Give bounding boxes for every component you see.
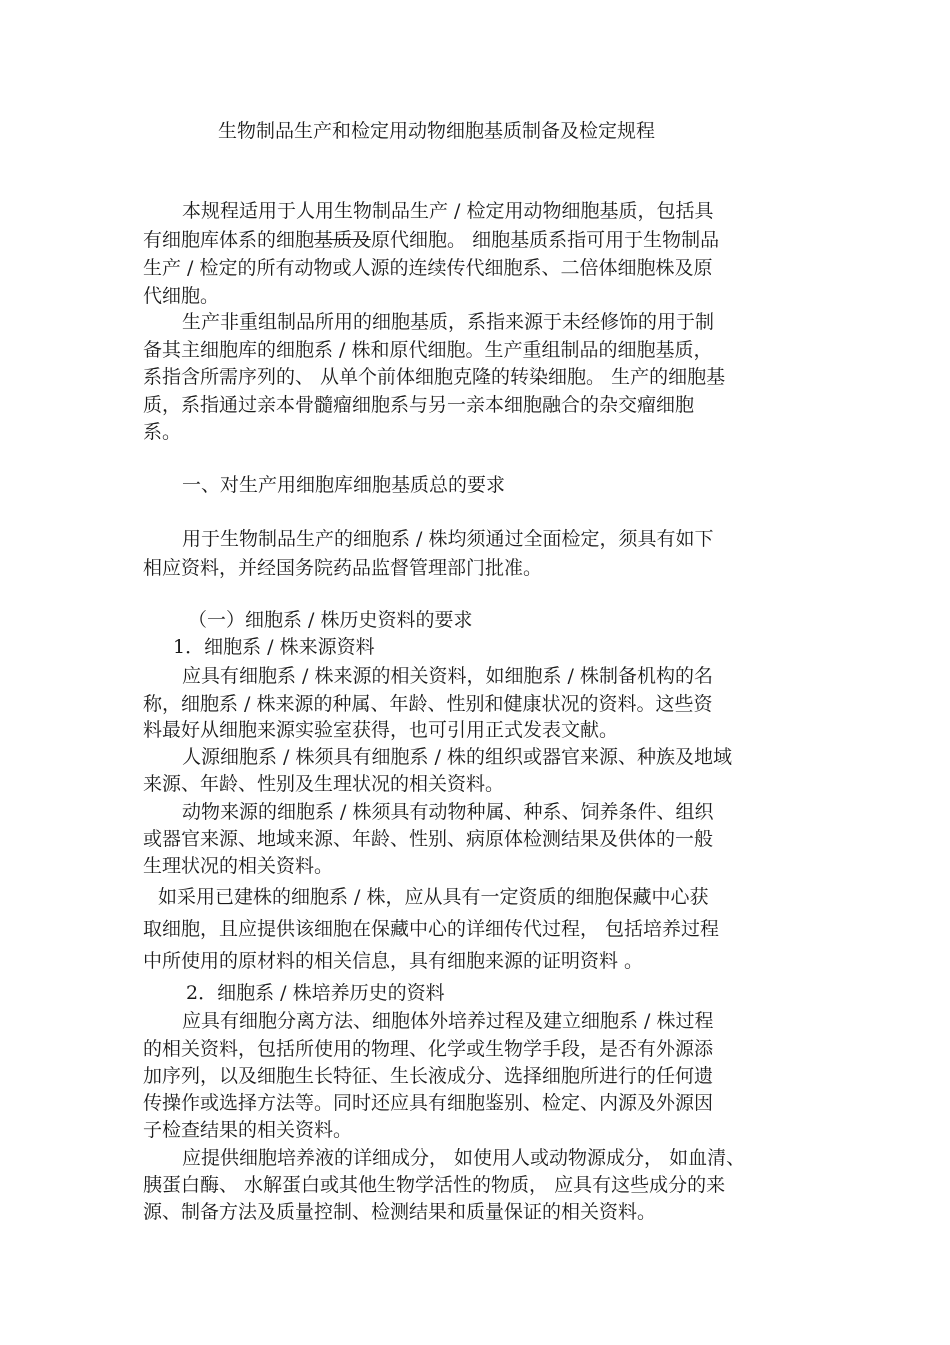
subsection-heading: （一）细胞系 / 株历史资料的要求 — [188, 609, 473, 631]
body-line: 代细胞。 — [143, 285, 220, 307]
body-line: 加序列，以及细胞生长特征、生长液成分、选择细胞所进行的任何遗 — [143, 1065, 714, 1087]
body-line: 应提供细胞培养液的详细成分， 如使用人或动物源成分， 如血清、 — [182, 1147, 746, 1169]
body-line: 应具有细胞分离方法、细胞体外培养过程及建立细胞系 / 株过程 — [182, 1010, 714, 1032]
item-heading: 1．细胞系 / 株来源资料 — [173, 636, 375, 658]
body-line: 质，系指通过亲本骨髓瘤细胞系与另一亲本细胞融合的杂交瘤细胞 — [143, 394, 695, 416]
body-line: 取细胞，且应提供该细胞在保藏中心的详细传代过程， 包括培养过程 — [143, 918, 720, 940]
body-line: 子检查结果的相关资料。 — [143, 1119, 353, 1141]
body-line: 生产 / 检定的所有动物或人源的连续传代细胞系、二倍体细胞株及原 — [143, 257, 713, 279]
body-line: 传操作或选择方法等。同时还应具有细胞鉴别、检定、内源及外源因 — [143, 1092, 714, 1114]
body-line: 人源细胞系 / 株须具有细胞系 / 株的组织或器官来源、种族及地域 — [182, 746, 732, 768]
body-line: 或器官来源、地域来源、年龄、性别、病原体检测结果及供体的一般 — [143, 828, 714, 850]
body-line: 生产非重组制品所用的细胞基质，系指来源于未经修饰的用于制 — [182, 311, 715, 333]
document-title: 生物制品生产和检定用动物细胞基质制备及检定规程 — [218, 120, 656, 142]
body-text: 有细胞库体系的细胞 — [143, 229, 315, 251]
body-line: 中所使用的原材料的相关信息，具有细胞来源的证明资料 。 — [143, 950, 644, 972]
body-text: 原代细胞。 细胞基质系指可用于生物制品 — [371, 229, 720, 251]
body-line: 系指含所需序列的、 从单个前体细胞克隆的转染细胞。 生产的细胞基 — [143, 366, 726, 388]
body-line: 生理状况的相关资料。 — [143, 855, 334, 877]
body-line: 胰蛋白酶、 水解蛋白或其他生物学活性的物质， 应具有这些成分的来 — [143, 1174, 726, 1196]
body-line — [143, 227, 719, 253]
body-line: 用于生物制品生产的细胞系 / 株均须通过全面检定，须具有如下 — [182, 528, 714, 550]
body-line: 备其主细胞库的细胞系 / 株和原代细胞。生产重组制品的细胞基质， — [143, 339, 713, 361]
body-line: 如采用已建株的细胞系 / 株，应从具有一定资质的细胞保藏中心获 — [158, 886, 709, 908]
body-line: 来源、年龄、性别及生理状况的相关资料。 — [143, 773, 505, 795]
body-line: 应具有细胞系 / 株来源的相关资料，如细胞系 / 株制备机构的名 — [182, 665, 713, 687]
body-line: 源、制备方法及质量控制、检测结果和质量保证的相关资料。 — [143, 1201, 657, 1223]
item-heading: 2．细胞系 / 株培养历史的资料 — [186, 982, 445, 1004]
section-heading: 一、对生产用细胞库细胞基质总的要求 — [182, 474, 506, 496]
body-line: 的相关资料，包括所使用的物理、化学或生物学手段，是否有外源添 — [143, 1038, 714, 1060]
body-line: 料最好从细胞来源实验室获得，也可引用正式发表文献。 — [143, 719, 619, 741]
body-line: 相应资料，并经国务院药品监督管理部门批准。 — [143, 557, 543, 579]
body-line: 动物来源的细胞系 / 株须具有动物种属、种系、饲养条件、组织 — [182, 801, 714, 823]
body-line: 称，细胞系 / 株来源的种属、年龄、性别和健康状况的资料。这些资 — [143, 693, 713, 715]
body-line: 本规程适用于人用生物制品生产 / 检定用动物细胞基质，包括具 — [182, 200, 714, 222]
body-line: 系。 — [143, 421, 182, 443]
strikethrough-text: 基质及 — [314, 229, 372, 251]
